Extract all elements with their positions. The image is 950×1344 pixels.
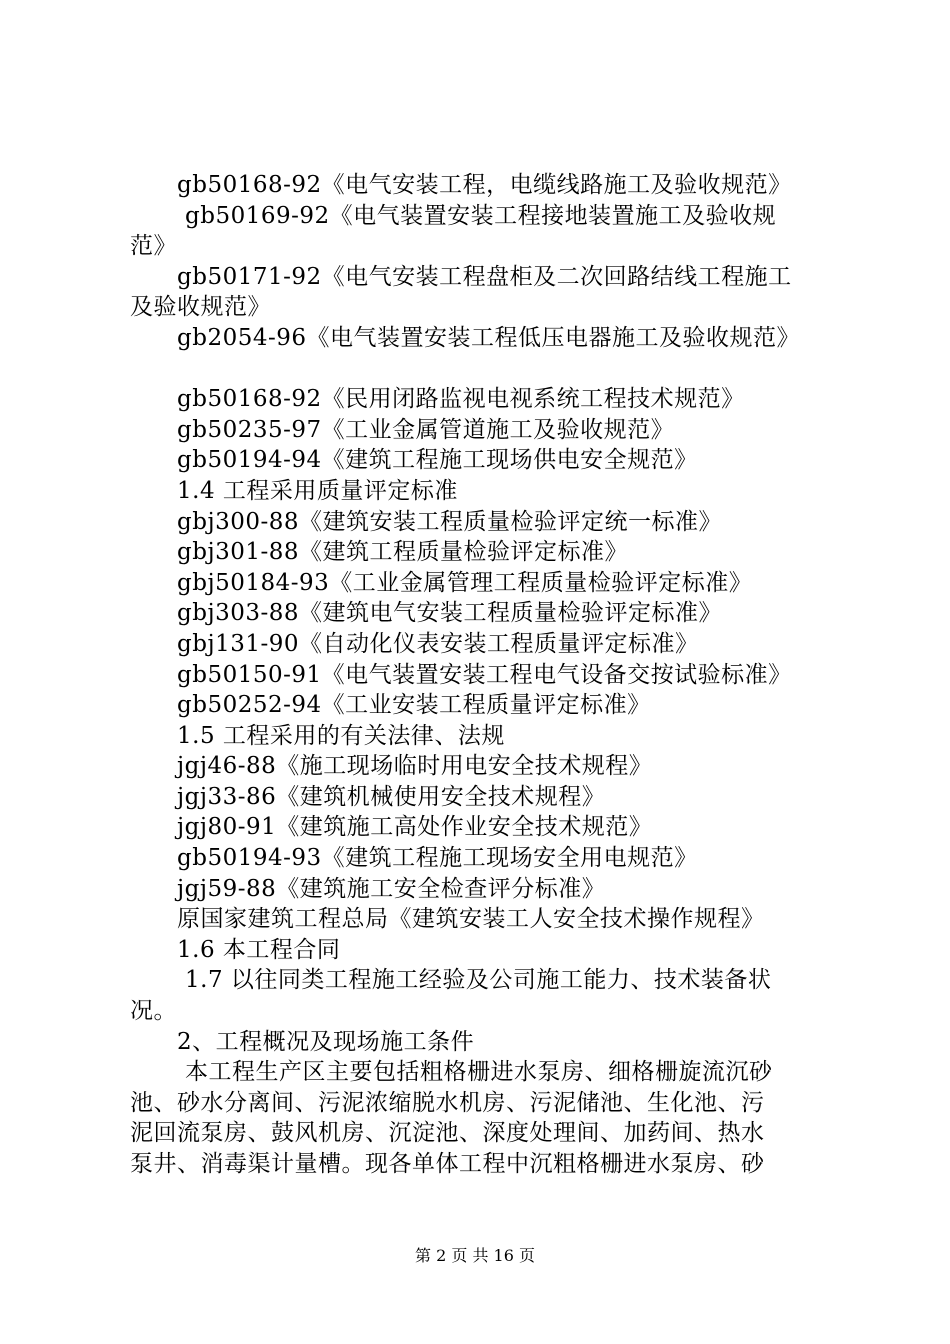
paragraph-line: 本工程生产区主要包括粗格栅进水泵房、细格栅旋流沉砂 [185, 1059, 773, 1086]
text-line: jgj33-86《建筑机械使用安全技术规程》 [177, 783, 606, 810]
section-heading: 1.5 工程采用的有关法律、法规 [177, 722, 505, 749]
text-line: 范》 [130, 233, 177, 260]
text-line: gb50168-92《电气安装工程，电缆线路施工及验收规范》 [177, 172, 792, 198]
text-line: gb50171-92《电气安装工程盘柜及二次回路结线工程施工 [177, 263, 792, 290]
text-line: gb50252-94《工业安装工程质量评定标准》 [177, 692, 651, 719]
text-line: jgj46-88《施工现场临时用电安全技术规程》 [177, 753, 653, 780]
text-line: jgj59-88《建筑施工安全检查评分标准》 [177, 875, 606, 902]
paragraph-line: 泵井、消毒渠计量槽。现各单体工程中沉粗格栅进水泵房、砂 [130, 1151, 765, 1177]
text-line: gb50194-93《建筑工程施工现场安全用电规范》 [177, 845, 698, 872]
text-line: 原国家建筑工程总局《建筑安装工人安全技术操作规程》 [177, 906, 765, 933]
text-line: gbj301-88《建筑工程质量检验评定标准》 [177, 539, 629, 566]
text-line: gb50235-97《工业金属管道施工及验收规范》 [177, 416, 675, 443]
text-line: jgj80-91《建筑施工高处作业安全技术规范》 [177, 814, 653, 841]
paragraph-line: 泥回流泵房、鼓风机房、沉淀池、深度处理间、加药间、热水 [130, 1120, 765, 1147]
text-line: gb50150-91《电气装置安装工程电气设备交按试验标准》 [177, 661, 792, 688]
text-line: gb50169-92《电气装置安装工程接地装置施工及验收规 [185, 202, 777, 229]
document-body [130, 170, 830, 1180]
section-heading: 1.7 以往同类工程施工经验及公司施工能力、技术装备状 [185, 967, 772, 994]
text-line: gbj131-90《自动化仪表安装工程质量评定标准》 [177, 630, 699, 657]
text-line: gbj303-88《建筑电气安装工程质量检验评定标准》 [177, 600, 723, 627]
section-heading: 2、工程概况及现场施工条件 [177, 1028, 475, 1055]
text-line: gb50168-92《民用闭路监视电视系统工程技术规范》 [177, 386, 745, 413]
section-heading: 1.4 工程采用质量评定标准 [177, 477, 458, 504]
text-line: gb50194-94《建筑工程施工现场供电安全规范》 [177, 447, 698, 474]
text-line: gbj50184-93《工业金属管理工程质量检验评定标准》 [177, 569, 753, 596]
blank-line [130, 354, 830, 385]
text-line: 及验收规范》 [130, 294, 271, 321]
text-line: gb2054-96《电气装置安装工程低压电器施工及验收规范》 [177, 324, 801, 351]
text-line: 况。 [130, 998, 177, 1025]
page-number-footer: 第 2 页 共 16 页 [415, 1246, 535, 1265]
section-heading: 1.6 本工程合同 [177, 936, 341, 963]
paragraph-line: 池、砂水分离间、污泥浓缩脱水机房、污泥储池、生化池、污 [130, 1089, 765, 1116]
text-line: gbj300-88《建筑安装工程质量检验评定统一标准》 [177, 508, 723, 535]
